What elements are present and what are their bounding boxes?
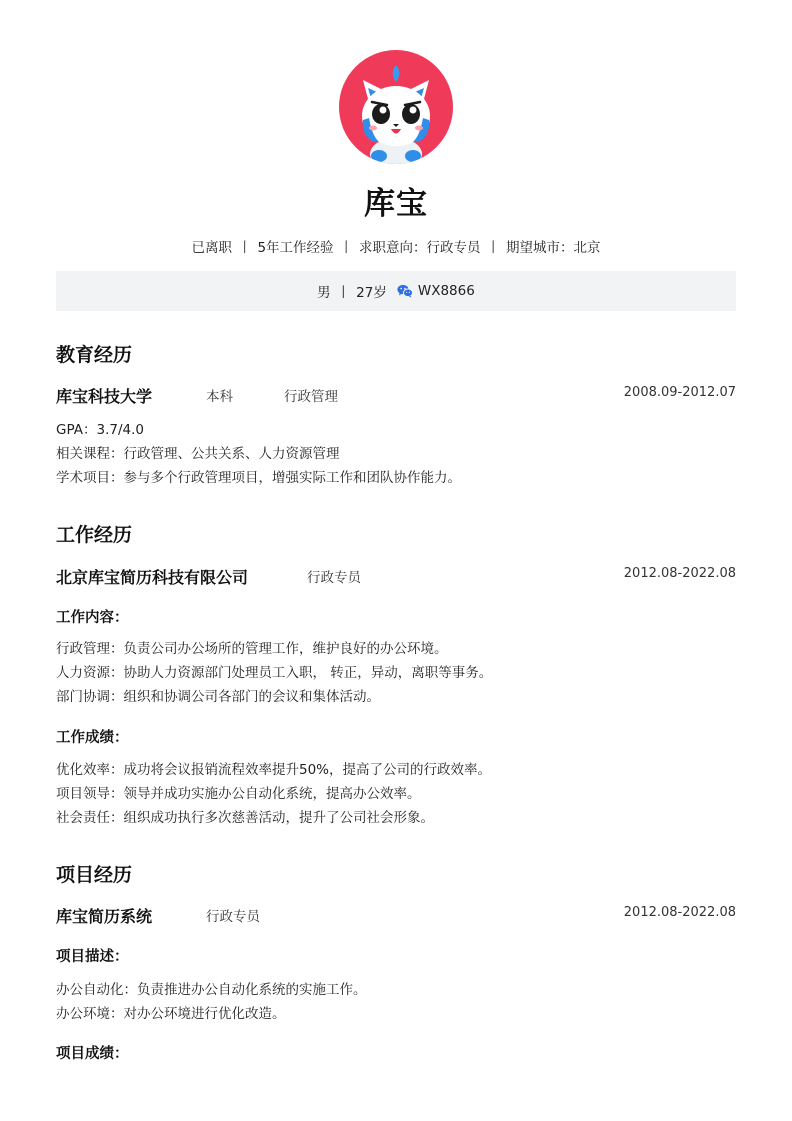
contact-separator: 丨 [336,285,351,301]
project-date: 2012.08-2022.08 [623,905,736,920]
employment-status: 已离职 [191,240,232,256]
work-position: 行政专员 [307,570,361,586]
project-desc-title: 项目描述： [56,949,129,965]
job-intention: 求职意向：行政专员 [359,240,481,256]
list-item: 人力资源：协助人力资源部门处理员工入职， 转正，异动，离职等事务。 [56,665,493,681]
list-item: 项目领导：领导并成功实施办公自动化系统，提高办公效率。 [56,786,421,802]
project-desc-list [56,978,736,1026]
resume-name: 库宝 [364,186,428,222]
list-item: 部门协调：组织和协调公司各部门的会议和集体活动。 [56,689,380,705]
degree: 本科 [206,389,233,405]
meta-separator: 丨 [486,240,501,256]
work-content-list [56,637,736,709]
work-date: 2012.08-2022.08 [623,566,736,581]
wechat-icon [397,284,413,298]
list-item: 优化效率：成功将会议报销流程效率提升50%，提高了公司的行政效率。 [56,762,492,778]
school-name: 库宝科技大学 [56,387,153,406]
project-results-title: 项目成绩： [56,1046,129,1062]
education-row [56,384,736,406]
list-item: 办公自动化：负责推进办公自动化系统的实施工作。 [56,982,367,998]
list-item: GPA：3.7/4.0 [56,422,144,438]
work-achievements-title: 工作成绩： [56,730,129,746]
cat-mascot-icon [339,50,453,164]
desired-city: 期望城市：北京 [506,240,601,256]
wechat-id: WX8866 [417,283,475,299]
meta-line [0,236,792,256]
gender: 男 [317,285,331,301]
work-content-title: 工作内容： [56,610,129,626]
age: 27岁 [356,285,387,301]
list-item: 社会责任：组织成功执行多次慈善活动，提升了公司社会形象。 [56,810,434,826]
list-item: 学术项目：参与多个行政管理项目，增强实际工作和团队协作能力。 [56,470,461,486]
list-item: 办公环境：对办公环境进行优化改造。 [56,1006,286,1022]
avatar [339,50,453,164]
list-item: 行政管理：负责公司办公场所的管理工作，维护良好的办公环境。 [56,641,448,657]
education-details [56,418,736,490]
contact-bar [56,271,736,311]
major: 行政管理 [284,389,338,405]
project-role: 行政专员 [206,909,260,925]
list-item: 相关课程：行政管理、公共关系、人力资源管理 [56,446,340,462]
meta-separator: 丨 [237,240,252,256]
work-section-title: 工作经历 [56,524,133,546]
company-name: 北京库宝简历科技有限公司 [56,568,249,587]
project-name: 库宝简历系统 [56,907,153,926]
project-row [56,904,736,926]
work-experience-years: 5年工作经验 [257,240,334,256]
education-date: 2008.09-2012.07 [623,385,736,400]
work-row [56,565,736,587]
project-section-title: 项目经历 [56,864,133,886]
education-section-title: 教育经历 [56,344,133,366]
meta-separator: 丨 [339,240,354,256]
work-achievements-list [56,758,736,830]
